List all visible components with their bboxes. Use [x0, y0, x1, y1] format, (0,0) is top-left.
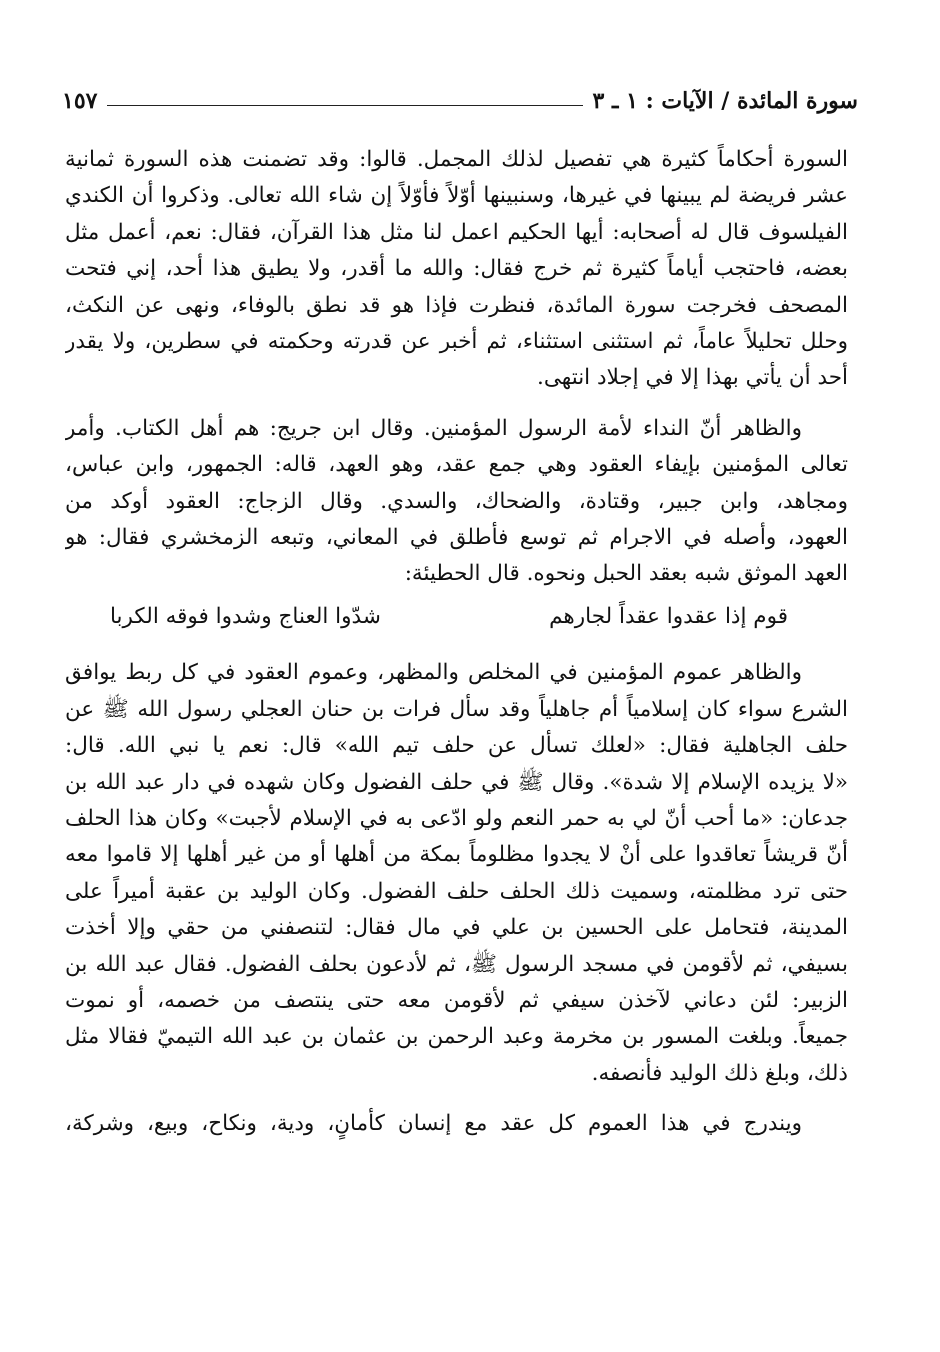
body-text [65, 142, 848, 1143]
text-line: وحلل تحليلاً عاماً، ثم استثنى استثناء، ثم أخبر عن قدرته وحكمته في سطرين، ولا يقدر [65, 329, 848, 355]
text-line: المصحف فخرجت سورة المائدة، فنظرت فإذا هو قد نطق بالوفاء، ونهى عن النكث، [65, 292, 848, 318]
text-line: أنّ قريشاً تعاقدوا على أنْ لا يجدوا مظلوماً بمكة من أهلها أو من غير أهلها إلا قاموا معه [65, 842, 848, 868]
text-line: بسيفي، ثم لأقومن في مسجد الرسول ﷺ، ثم لأدعون بحلف الفضول. فقال عبد الله بن [65, 951, 848, 977]
page-number: ١٥٧ [62, 88, 98, 114]
text-line: والظاهر أنّ النداء لأمة الرسول المؤمنين. وقال ابن جريج: هم أهل الكتاب. وأمر [65, 415, 802, 441]
text-line: تعالى المؤمنين بإيفاء العقود وهي جمع عقد، وهو العهد، قاله: الجمهور، وابن عباس، [65, 452, 848, 478]
text-line: السورة أحكاماً كثيرة هي تفصيل لذلك المجمل. قالوا: وقد تضمنت هذه السورة ثمانية [65, 147, 848, 172]
text-line: العهود، وأصله في الاجرام ثم توسع فأطلق في المعاني، وتبعه الزمخشري فقال: هو [65, 525, 848, 551]
page-header [62, 84, 858, 118]
text-line: ومجاهد، وابن جبير، وقتادة، والضحاك، والسدي. وقال الزجاج: العقود أوكد من [65, 488, 848, 514]
text-line: والظاهر عموم المؤمنين في المخلص والمظهر، وعموم العقود في كل ربط يوافق [65, 660, 803, 686]
paragraph-3 [65, 655, 848, 1092]
text-line: ذلك، وبلغ ذلك الوليد فأنصفه. [591, 1060, 848, 1086]
text-line: جميعاً. وبلغت المسور بن مخرمة وعبد الرحمن بن عثمان بن عبد الله التيميّ فقالا مثل [65, 1024, 848, 1050]
running-title: سورة المائدة / الآيات : ١ ـ ٣ [592, 88, 858, 114]
paragraph-4 [65, 1106, 848, 1142]
text-line: ويندرج في هذا العموم كل عقد مع إنسان كأمانٍ، ودية، ونكاح، وبيع، وشركة، [65, 1111, 802, 1137]
text-line: عشر فريضة لم يبينها في غيرها، وسنبينها أوّلاً فأوّلاً إن شاء الله تعالى. وذكروا أن الكندي [65, 183, 848, 209]
text-line: العهد الموثق شبه بعقد الحبل ونحوه. قال الحطيئة: [404, 561, 848, 587]
verse-first-hemistich: قوم إذا عقدوا عقداً لجارهم [549, 603, 788, 629]
text-line: أحد أن يأتي بهذا إلا في إجلاد انتهى. [537, 365, 848, 391]
header-rule [107, 105, 582, 106]
text-line: حتى ترد مظلمته، وسميت ذلك الحلف حلف الفضول. وكان الوليد بن عقبة أميراً على [65, 878, 848, 904]
text-line: جدعان: «ما أحب أنّ لي به حمر النعم ولو ادّعى به في الإسلام لأجبت» وكان هذا الحلف [65, 805, 848, 831]
text-line: المدينة، فتحامل على الحسين بن علي في مال فقال: لتنصفني من حقي وإلا أخذت [65, 915, 848, 941]
poetry-verse [65, 599, 848, 635]
paragraph-2 [65, 411, 848, 593]
text-line: حلف الجاهلية فقال: «لعلك تسأل عن حلف تيم الله» قال: نعم يا نبي الله. قال: [65, 733, 848, 759]
verse-second-hemistich: شدّوا العناج وشدوا فوقه الكربا [110, 603, 381, 629]
text-line: الفيلسوف قال له أصحابه: أيها الحكيم اعمل لنا مثل هذا القرآن، فقال: نعم، أعمل مثل [65, 219, 848, 245]
paragraph-1 [65, 142, 848, 397]
text-line: الزبير: لئن دعاني لآخذن سيفي ثم لأقومن معه حتى ينتصف من خصمه، أو نموت [65, 987, 848, 1013]
text-line: الشرع سواء كان إسلامياً أم جاهلياً وقد سأل فرات بن حنان العجلي رسول الله ﷺ عن [65, 696, 848, 722]
text-line: «لا يزيده الإسلام إلا شدة». وقال ﷺ في حلف الفضول وكان شهده في دار عبد الله بن [65, 769, 848, 795]
text-line: بعضه، فاحتجب أياماً كثيرة ثم خرج فقال: والله ما أقدر، ولا يطيق هذا أحد، إني فتحت [65, 256, 848, 282]
